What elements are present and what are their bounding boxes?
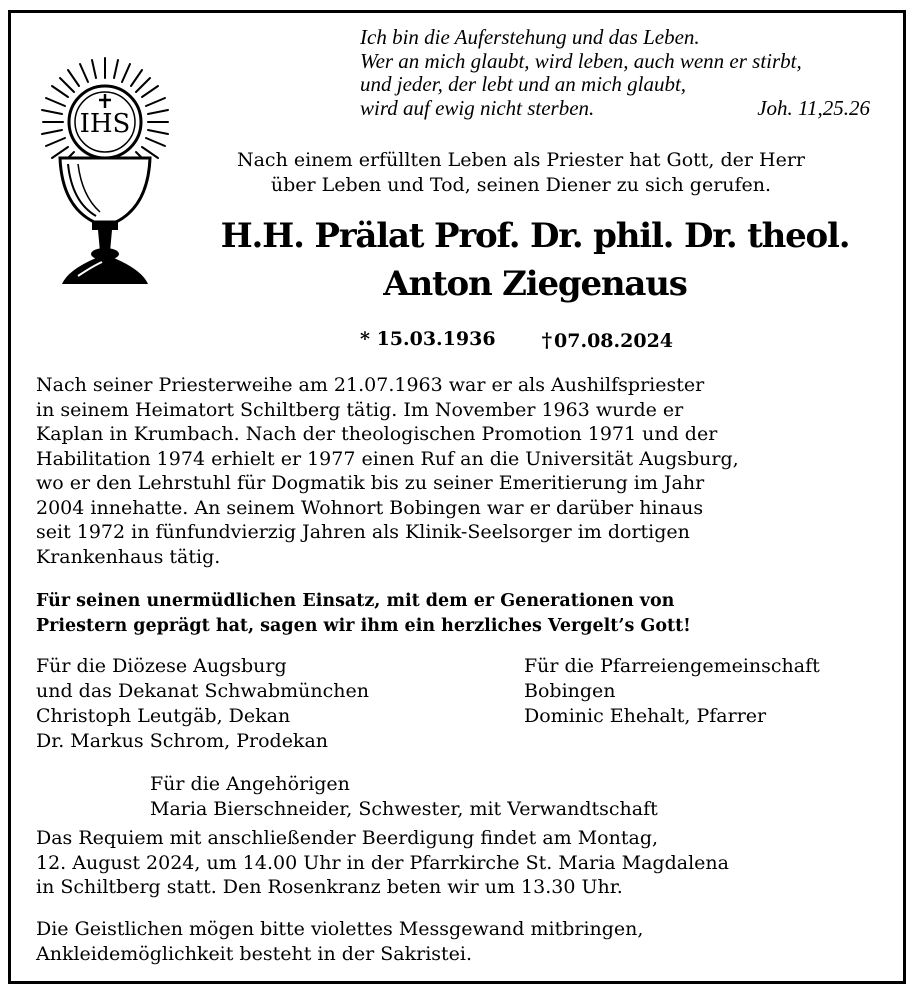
emblem-monogram: IHS [79,109,131,139]
name-title-line: H.H. Prälat Prof. Dr. phil. Dr. theol. [220,216,850,256]
signatory-line: Dominic Ehehalt, Pfarrer [524,705,767,727]
deceased-name [160,212,910,308]
requiem-line: Das Requiem mit anschließender Beerdigung findet am Montag, [36,827,659,849]
bible-verse [360,26,890,120]
thanks-line: Priestern geprägt hat, sagen wir ihm ein herzliches Vergelt’s Gott! [36,615,691,636]
birth-date: 15.03.1936 [376,328,496,350]
death-date: 07.08.2024 [554,330,674,352]
biography [36,373,896,569]
signatory-line: Für die Diözese Augsburg [36,655,287,677]
bio-line: seit 1972 in fünfundvierzig Jahren als Klinik-Seelsorger im dortigen [36,521,690,543]
signatory-diocese [36,654,369,754]
relatives-line: Für die Angehörigen [150,773,350,795]
signatory-line: Dr. Markus Schrom, Prodekan [36,730,329,752]
signatory-line: Bobingen [524,680,616,702]
thanks-line: Für seinen unermüdlichen Einsatz, mit dem er Generationen von [36,591,675,611]
clergy-note-line: Ankleidemöglichkeit besteht in der Sakristei. [36,942,473,965]
name-line: Anton Ziegenaus [383,264,687,304]
chalice-host-ihs-icon [38,56,173,291]
bio-line: Habilitation 1974 erhielt er 1977 einen Ruf an die Universität Augsburg, [36,447,739,470]
signatory-parish [524,654,820,729]
clergy-note [36,917,643,966]
signatory-relatives [150,772,658,822]
bio-line: Kaplan in Krumbach. Nach der theologischen Promotion 1971 und der [36,423,718,445]
death-date-group [542,328,673,352]
verse-line: Ich bin die Auferstehung und das Leben. [360,25,700,49]
bio-line: wo er den Lehrstuhl für Dogmatik bis zu seiner Emeritierung im Jahr [36,472,705,494]
life-dates [360,328,720,352]
bio-line: Krankenhaus tätig. [36,545,221,568]
clergy-note-line: Die Geistlichen mögen bitte violettes Messgewand mitbringen, [36,918,644,940]
intro-text [178,148,864,198]
verse-line: wird auf ewig nicht sterben. [360,95,595,120]
birth-symbol: * [360,328,370,350]
requiem-line: in Schiltberg statt. Den Rosenkranz beten wir um 13.30 Uhr. [36,876,623,898]
cross-icon: † [541,328,553,352]
verse-last-line [360,97,870,121]
verse-reference: Joh. 11,25.26 [757,95,870,120]
verse-line: und jeder, der lebt und an mich glaubt, [360,72,687,96]
requiem-line: 12. August 2024, um 14.00 Uhr in der Pfarrkirche St. Maria Magdalena [36,851,729,874]
requiem-info [36,826,729,900]
intro-line: über Leben und Tod, seinen Diener zu sich gerufen. [270,174,772,196]
bio-line: 2004 innehatte. An seinem Wohnort Bobingen war er darüber hinaus [36,496,704,519]
relatives-line: Maria Bierschneider, Schwester, mit Verwandtschaft [150,798,658,820]
bio-line: Nach seiner Priesterweihe am 21.07.1963 war er als Aushilfspriester [36,374,705,396]
birth-date-group [360,328,496,352]
thanks-text [36,589,896,638]
bio-line: in seinem Heimatort Schiltberg tätig. Im November 1963 wurde er [36,398,684,421]
signatory-line: Für die Pfarreiengemeinschaft [524,655,820,677]
signatory-line: und das Dekanat Schwabmünchen [36,680,370,702]
intro-line: Nach einem erfüllten Leben als Priester hat Gott, der Herr [236,149,806,171]
verse-line: Wer an mich glaubt, wird leben, auch wenn er stirbt, [360,48,802,73]
signatory-line: Christoph Leutgäb, Dekan [36,705,291,727]
